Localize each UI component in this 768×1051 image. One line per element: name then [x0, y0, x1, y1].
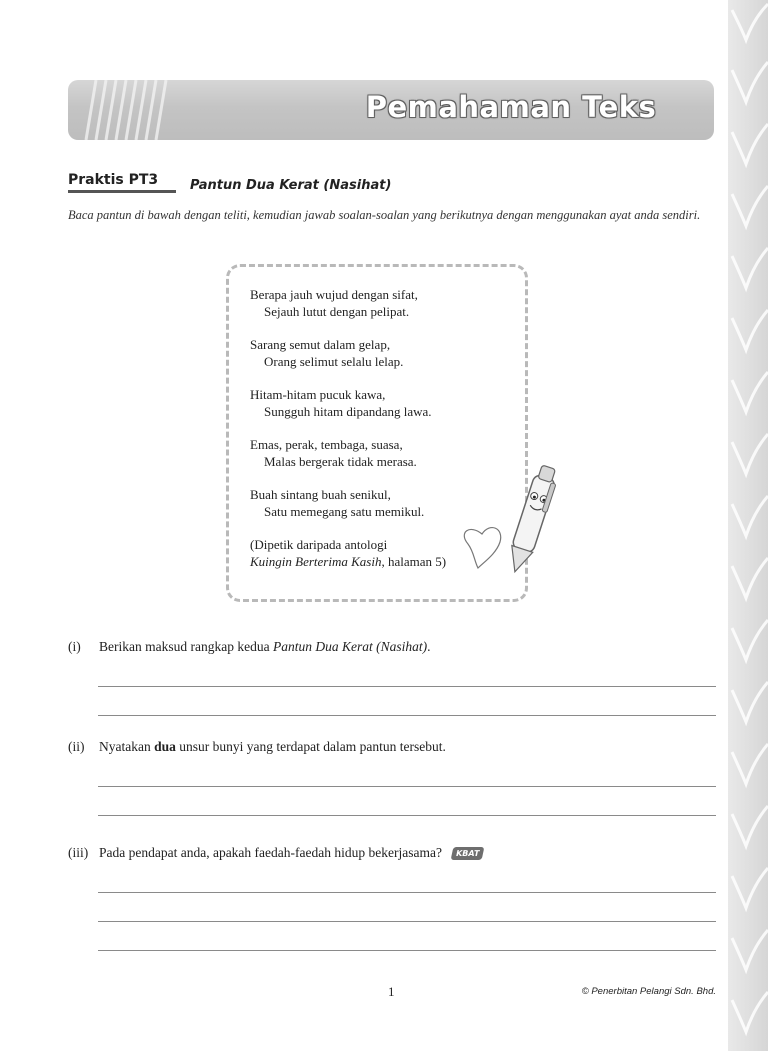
practice-label: Praktis PT3: [68, 172, 159, 188]
question-text-part: unsur bunyi yang terdapat dalam pantun tersebut.: [175, 739, 446, 754]
poem-line: Satu memegang satu memikul.: [264, 504, 425, 519]
poem-source-line: (Dipetik daripada antologi: [250, 537, 388, 552]
question-text-part: Pada pendapat anda, apakah faedah-faedah hidup bekerjasama?: [99, 845, 442, 860]
banner-title: Pemahaman Teks: [365, 90, 657, 124]
question-text-part: .: [427, 639, 431, 654]
question-text: [99, 739, 446, 755]
question-text: [99, 845, 483, 861]
poem-line: Sungguh hitam dipandang lawa.: [264, 404, 432, 419]
poem-line: Berapa jauh wujud dengan sifat,: [250, 287, 418, 302]
answer-line[interactable]: [98, 686, 716, 687]
page-number: 1: [388, 984, 395, 999]
question-number: (iii): [68, 845, 89, 860]
question-text-part: Berikan maksud rangkap kedua: [99, 639, 273, 654]
poem-stanza: [250, 286, 520, 320]
practice-label-underline: [68, 190, 176, 193]
question-number: (ii): [68, 739, 85, 754]
answer-line[interactable]: [98, 921, 716, 922]
poem-line: Emas, perak, tembaga, suasa,: [250, 437, 403, 452]
poem-source-page: , halaman 5): [381, 554, 447, 569]
question-text-part: Nyatakan: [99, 739, 155, 754]
kbat-badge: KBAT: [451, 847, 485, 860]
pantun-heading: Pantun Dua Kerat (Nasihat): [190, 178, 392, 193]
answer-line[interactable]: [98, 786, 716, 787]
question-number: (i): [68, 639, 81, 654]
pen-mascot-icon: [460, 462, 560, 582]
question-text-bold: dua: [154, 739, 176, 754]
decorative-side-strip: [728, 0, 768, 1051]
decorative-checkmark-pattern: [728, 0, 768, 1051]
poem-line: Sarang semut dalam gelap,: [250, 337, 391, 352]
poem-line: Orang selimut selalu lelap.: [264, 354, 404, 369]
answer-line[interactable]: [98, 892, 716, 893]
poem-stanza: [250, 336, 520, 370]
poem-line: Malas bergerak tidak merasa.: [264, 454, 417, 469]
question-text: [99, 639, 430, 655]
answer-line[interactable]: [98, 715, 716, 716]
answer-line[interactable]: [98, 950, 716, 951]
copyright-notice: © Penerbitan Pelangi Sdn. Bhd.: [581, 986, 716, 997]
question-text-italic: Pantun Dua Kerat (Nasihat): [272, 639, 428, 654]
answer-line[interactable]: [98, 815, 716, 816]
section-banner: [68, 80, 714, 140]
poem-line: Buah sintang buah senikul,: [250, 487, 391, 502]
instructions-text: Baca pantun di bawah dengan teliti, kemudian jawab soalan-soalan yang berikutnya dengan menggunakan ayat anda sendiri.: [68, 208, 701, 222]
poem-line: Hitam-hitam pucuk kawa,: [250, 387, 386, 402]
poem-source-book-title: Kuingin Berterima Kasih: [250, 554, 382, 569]
poem-stanza: [250, 386, 520, 420]
poem-line: Sejauh lutut dengan pelipat.: [264, 304, 410, 319]
